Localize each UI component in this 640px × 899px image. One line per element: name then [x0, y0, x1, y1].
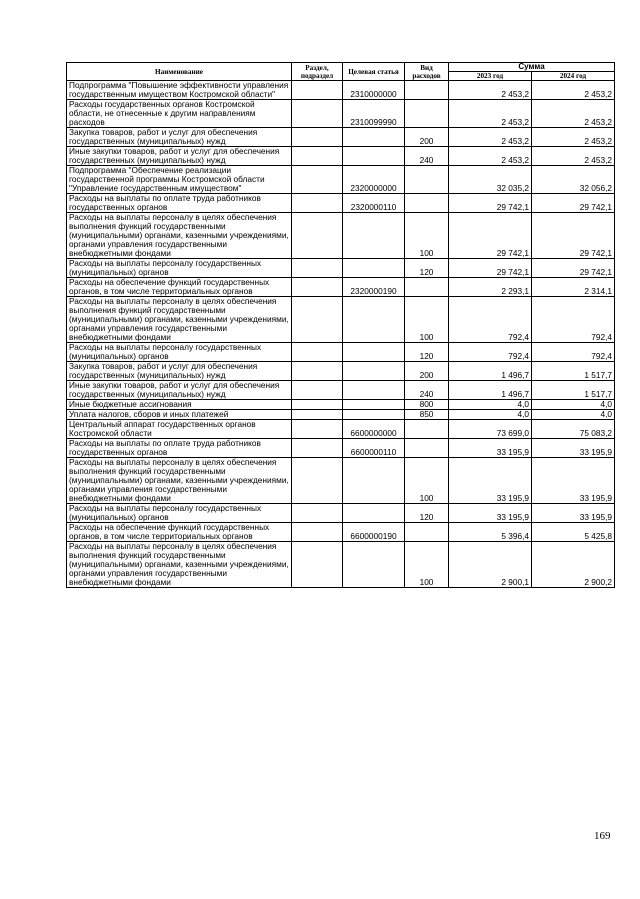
- sum-2024-cell: 75 083,2: [532, 420, 615, 439]
- sum-2023-cell: 1 496,7: [449, 381, 532, 400]
- table-row: [67, 381, 615, 400]
- expense-type-cell: [405, 194, 449, 213]
- sum-2023-cell: 2 453,2: [449, 147, 532, 166]
- target-article-cell: [343, 343, 405, 362]
- expense-type-cell: [405, 439, 449, 458]
- expense-type-cell: 240: [405, 381, 449, 400]
- target-article-cell: [343, 542, 405, 588]
- target-article-cell: 2310099990: [343, 100, 405, 128]
- section-cell: [292, 400, 343, 410]
- section-cell: [292, 128, 343, 147]
- item-name-cell: Расходы на выплаты персоналу государственных (муниципальных) органов: [67, 504, 292, 523]
- section-cell: [292, 410, 343, 420]
- table-row: [67, 400, 615, 410]
- table-row: [67, 259, 615, 278]
- section-cell: [292, 439, 343, 458]
- target-article-cell: [343, 259, 405, 278]
- header-year-2024: 2024 год: [532, 72, 615, 81]
- target-article-cell: [343, 410, 405, 420]
- sum-2023-cell: 2 293,1: [449, 278, 532, 297]
- target-article-cell: [343, 213, 405, 259]
- expense-type-cell: [405, 420, 449, 439]
- item-name-cell: Иные закупки товаров, работ и услуг для обеспечения государственных (муниципальных) нужд: [67, 381, 292, 400]
- section-cell: [292, 100, 343, 128]
- expense-type-cell: 100: [405, 458, 449, 504]
- section-cell: [292, 297, 343, 343]
- sum-2024-cell: 33 195,9: [532, 458, 615, 504]
- section-cell: [292, 278, 343, 297]
- sum-2024-cell: 2 453,2: [532, 128, 615, 147]
- table-row: [67, 542, 615, 588]
- table-row: [67, 458, 615, 504]
- sum-2024-cell: 29 742,1: [532, 194, 615, 213]
- sum-2023-cell: 792,4: [449, 297, 532, 343]
- header-expense-type: Вид расходов: [405, 63, 449, 81]
- target-article-cell: [343, 297, 405, 343]
- target-article-cell: [343, 458, 405, 504]
- header-target: Целевая статья: [343, 63, 405, 81]
- table-row: [67, 420, 615, 439]
- table-row: [67, 523, 615, 542]
- table-row: [67, 147, 615, 166]
- table-row: [67, 439, 615, 458]
- expense-type-cell: [405, 81, 449, 100]
- sum-2023-cell: 4,0: [449, 410, 532, 420]
- sum-2024-cell: 2 453,2: [532, 81, 615, 100]
- sum-2023-cell: 33 195,9: [449, 439, 532, 458]
- sum-2024-cell: 2 453,2: [532, 147, 615, 166]
- sum-2024-cell: 29 742,1: [532, 259, 615, 278]
- sum-2024-cell: 792,4: [532, 297, 615, 343]
- expense-type-cell: 200: [405, 362, 449, 381]
- sum-2023-cell: 2 900,1: [449, 542, 532, 588]
- expense-type-cell: 200: [405, 128, 449, 147]
- item-name-cell: Иные закупки товаров, работ и услуг для обеспечения государственных (муниципальных) нужд: [67, 147, 292, 166]
- target-article-cell: [343, 381, 405, 400]
- sum-2023-cell: 33 195,9: [449, 458, 532, 504]
- sum-2023-cell: 29 742,1: [449, 213, 532, 259]
- item-name-cell: Расходы на обеспечение функций государственных органов, в том числе территориальных органов: [67, 523, 292, 542]
- sum-2024-cell: 1 517,7: [532, 362, 615, 381]
- section-cell: [292, 523, 343, 542]
- section-cell: [292, 504, 343, 523]
- item-name-cell: Расходы на выплаты персоналу в целях обеспечения выполнения функций государственными (муниципальными) органами, казенными учреждениями, органами управления государственными внебюджетными фондами: [67, 297, 292, 343]
- section-cell: [292, 542, 343, 588]
- header-name: Наименование: [67, 63, 292, 81]
- target-article-cell: 2320000190: [343, 278, 405, 297]
- table-row: [67, 504, 615, 523]
- sum-2023-cell: 4,0: [449, 400, 532, 410]
- sum-2023-cell: 29 742,1: [449, 259, 532, 278]
- item-name-cell: Подпрограмма "Повышение эффективности управления государственным имуществом Костромской области": [67, 81, 292, 100]
- expense-type-cell: 120: [405, 259, 449, 278]
- expense-type-cell: 800: [405, 400, 449, 410]
- section-cell: [292, 259, 343, 278]
- item-name-cell: Подпрограмма "Обеспечение реализации государственной программы Костромской области "Управление государственным имуществом": [67, 166, 292, 194]
- expense-type-cell: 240: [405, 147, 449, 166]
- sum-2024-cell: 4,0: [532, 410, 615, 420]
- target-article-cell: [343, 128, 405, 147]
- header-sum: Сумма: [449, 63, 615, 72]
- sum-2024-cell: 29 742,1: [532, 213, 615, 259]
- table-row: [67, 362, 615, 381]
- sum-2023-cell: 5 396,4: [449, 523, 532, 542]
- table-row: [67, 166, 615, 194]
- sum-2023-cell: 1 496,7: [449, 362, 532, 381]
- table-row: [67, 213, 615, 259]
- sum-2024-cell: 2 314,1: [532, 278, 615, 297]
- header-section: Раздел, подраздел: [292, 63, 343, 81]
- sum-2023-cell: 29 742,1: [449, 194, 532, 213]
- page-number: 169: [594, 830, 611, 842]
- sum-2024-cell: 4,0: [532, 400, 615, 410]
- item-name-cell: Иные бюджетные ассигнования: [67, 400, 292, 410]
- expense-type-cell: [405, 100, 449, 128]
- section-cell: [292, 420, 343, 439]
- expense-type-cell: 850: [405, 410, 449, 420]
- sum-2023-cell: 73 699,0: [449, 420, 532, 439]
- item-name-cell: Уплата налогов, сборов и иных платежей: [67, 410, 292, 420]
- sum-2024-cell: 5 425,8: [532, 523, 615, 542]
- table-row: [67, 297, 615, 343]
- target-article-cell: [343, 362, 405, 381]
- section-cell: [292, 194, 343, 213]
- section-cell: [292, 213, 343, 259]
- sum-2023-cell: 2 453,2: [449, 100, 532, 128]
- sum-2023-cell: 792,4: [449, 343, 532, 362]
- target-article-cell: [343, 504, 405, 523]
- sum-2023-cell: 33 195,9: [449, 504, 532, 523]
- item-name-cell: Расходы на обеспечение функций государственных органов, в том числе территориальных органов: [67, 278, 292, 297]
- expense-type-cell: [405, 523, 449, 542]
- item-name-cell: Закупка товаров, работ и услуг для обеспечения государственных (муниципальных) нужд: [67, 362, 292, 381]
- sum-2024-cell: 2 900,2: [532, 542, 615, 588]
- header-year-2023: 2023 год: [449, 72, 532, 81]
- item-name-cell: Центральный аппарат государственных органов Костромской области: [67, 420, 292, 439]
- expense-type-cell: 100: [405, 542, 449, 588]
- sum-2024-cell: 2 453,2: [532, 100, 615, 128]
- table-row: [67, 100, 615, 128]
- item-name-cell: Расходы на выплаты персоналу в целях обеспечения выполнения функций государственными (муниципальными) органами, казенными учреждениями, органами управления государственными внебюджетными фондами: [67, 458, 292, 504]
- sum-2024-cell: 33 195,9: [532, 439, 615, 458]
- expense-type-cell: 120: [405, 504, 449, 523]
- item-name-cell: Расходы государственных органов Костромской области, не отнесенные к другим направлениям расходов: [67, 100, 292, 128]
- item-name-cell: Расходы на выплаты по оплате труда работников государственных органов: [67, 439, 292, 458]
- expense-type-cell: 100: [405, 297, 449, 343]
- table-row: [67, 128, 615, 147]
- table-row: [67, 410, 615, 420]
- target-article-cell: [343, 147, 405, 166]
- sum-2023-cell: 2 453,2: [449, 81, 532, 100]
- target-article-cell: 6600000000: [343, 420, 405, 439]
- section-cell: [292, 362, 343, 381]
- table-row: [67, 278, 615, 297]
- section-cell: [292, 381, 343, 400]
- table-row: [67, 343, 615, 362]
- table-body: [67, 81, 615, 588]
- sum-2024-cell: 32 056,2: [532, 166, 615, 194]
- item-name-cell: Расходы на выплаты персоналу государственных (муниципальных) органов: [67, 343, 292, 362]
- target-article-cell: 6600000110: [343, 439, 405, 458]
- target-article-cell: 2310000000: [343, 81, 405, 100]
- item-name-cell: Расходы на выплаты персоналу государственных (муниципальных) органов: [67, 259, 292, 278]
- item-name-cell: Закупка товаров, работ и услуг для обеспечения государственных (муниципальных) нужд: [67, 128, 292, 147]
- section-cell: [292, 147, 343, 166]
- sum-2024-cell: 1 517,7: [532, 381, 615, 400]
- expense-type-cell: [405, 278, 449, 297]
- sum-2023-cell: 32 035,2: [449, 166, 532, 194]
- budget-table: [66, 62, 615, 588]
- sum-2023-cell: 2 453,2: [449, 128, 532, 147]
- table-row: [67, 194, 615, 213]
- expense-type-cell: [405, 166, 449, 194]
- target-article-cell: 2320000110: [343, 194, 405, 213]
- sum-2024-cell: 792,4: [532, 343, 615, 362]
- expense-type-cell: 100: [405, 213, 449, 259]
- section-cell: [292, 81, 343, 100]
- sum-2024-cell: 33 195,9: [532, 504, 615, 523]
- item-name-cell: Расходы на выплаты персоналу в целях обеспечения выполнения функций государственными (муниципальными) органами, казенными учреждениями, органами управления государственными внебюджетными фондами: [67, 213, 292, 259]
- target-article-cell: 6600000190: [343, 523, 405, 542]
- expense-type-cell: 120: [405, 343, 449, 362]
- target-article-cell: 2320000000: [343, 166, 405, 194]
- table-row: [67, 81, 615, 100]
- item-name-cell: Расходы на выплаты персоналу в целях обеспечения выполнения функций государственными (муниципальными) органами, казенными учреждениями, органами управления государственными внебюджетными фондами: [67, 542, 292, 588]
- section-cell: [292, 343, 343, 362]
- section-cell: [292, 166, 343, 194]
- section-cell: [292, 458, 343, 504]
- target-article-cell: [343, 400, 405, 410]
- item-name-cell: Расходы на выплаты по оплате труда работников государственных органов: [67, 194, 292, 213]
